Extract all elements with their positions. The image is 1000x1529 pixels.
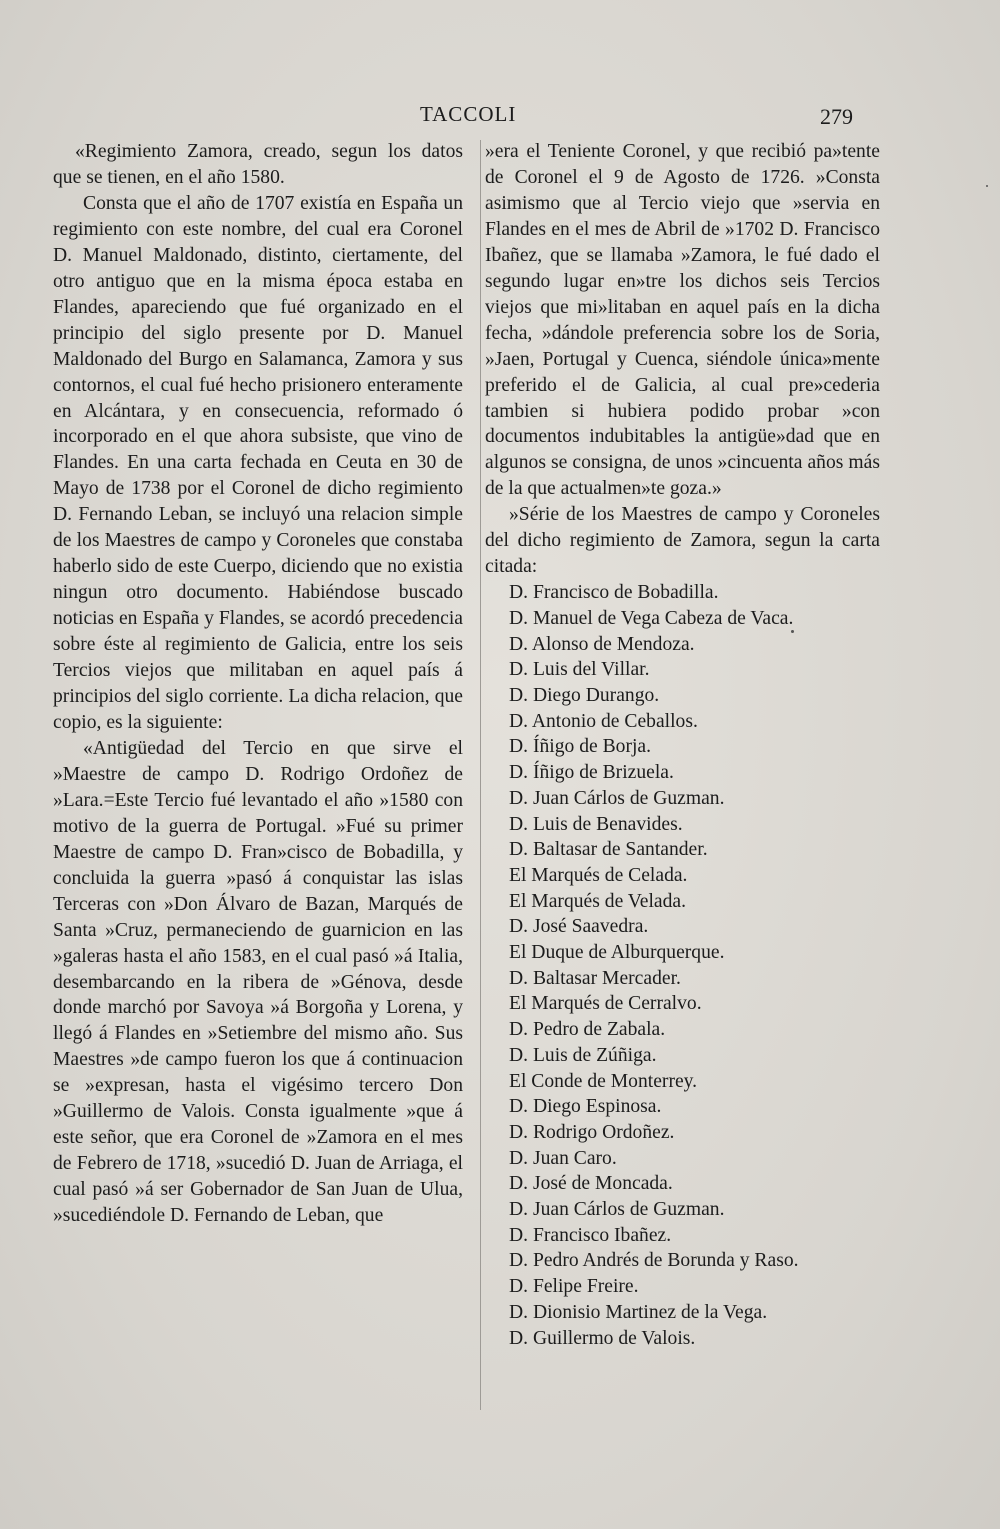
list-item: D. José de Moncada. [509, 1173, 673, 1195]
page-number: 279 [820, 104, 853, 129]
list-item: El Marqués de Velada. [509, 890, 687, 912]
list-item: D. Luis del Villar. [509, 659, 650, 681]
column-divider [480, 140, 481, 1410]
list-item: D. Manuel de Vega Cabeza de Vaca. [509, 607, 794, 629]
list-item: D. Baltasar Mercader. [509, 967, 681, 989]
list-item: D. José Saavedra. [509, 916, 649, 938]
list-item: El Duque de Alburquerque. [509, 942, 725, 964]
list-item: D. Juan Cárlos de Guzman. [509, 787, 725, 809]
list-item: D. Luis de Zúñiga. [509, 1044, 657, 1066]
ink-speck [986, 185, 988, 187]
quote-paragraph: «Antigüedad del Tercio en que sirve el »Maestre de campo D. Rodrigo Ordoñez de »Lara.=Este Tercio fué levantado el año »1580 con motivo de la guerra de Portugal. »Fué su primer Maestre de campo D. Fran»cisco de Bobadilla, y concluida la guerra »pasó á conquistar las islas Terceras con »Don Álvaro de Bazan, Marqués de Santa »Cruz, permaneciendo de guarnicion en las »galeras hasta el año 1583, en el cual pasó »á Italia, desembarcando en la ribera de »Génova, desde donde marchó por Savoya »á Borgoña y Lorena, y llegó á Flandes en »Setiembre del mismo año. Sus Maestres »de campo fueron los que á continuacion se »expresan, hasta el vigésimo tercero Don »Guillermo de Valois. Consta igualmente »que á este señor, que era Coronel de »Zamora en el mes de Febrero de 1718, »sucedió D. Juan de Arriaga, el cual pasó »á ser Gobernador de San Juan de Ulua, »sucediéndole D. Fernando de Leban, que [53, 737, 463, 1227]
list-item: D. Pedro Andrés de Borunda y Raso. [509, 1250, 799, 1272]
list-item: D. Felipe Freire. [509, 1276, 639, 1298]
list-item: D. Juan Caro. [509, 1147, 617, 1169]
list-item: D. Luis de Benavides. [509, 813, 683, 835]
list-item: D. Pedro de Zabala. [509, 1019, 666, 1041]
list-item: D. Diego Durango. [509, 685, 660, 707]
paragraph: »Série de los Maestres de campo y Coroneles del dicho regimiento de Zamora, segun la carta citada: [485, 504, 880, 578]
list-item: D. Íñigo de Brizuela. [509, 762, 674, 784]
list-item: El Marqués de Cerralvo. [509, 993, 702, 1015]
list-item: D. Juan Cárlos de Guzman. [509, 1199, 725, 1221]
list-item: D. Francisco Ibañez. [509, 1224, 672, 1246]
ink-speck [791, 630, 794, 633]
commander-list [485, 580, 880, 1351]
list-item: D. Diego Espinosa. [509, 1096, 662, 1118]
page-header [0, 102, 1000, 132]
paragraph: Consta que el año de 1707 existía en España un regimiento con este nombre, del cual era Coronel D. Manuel Maldonado, distinto, ciertamente, del otro antiguo que en la misma época estaba en Flandes, apareciendo que fué organizado en el principio del siglo presente por D. Manuel Maldonado del Burgo en Salamanca, Zamora y sus contornos, el cual fué hecho prisionero enteramente en Alcántara, y en consecuencia, reformado ó incorporado en el que ahora subsiste, que vino de Flandes. En una carta fechada en Ceuta en 30 de Mayo de 1738 por el Coronel de dicho regimiento D. Fernando Leban, se incluyó una relacion simple de los Maestres de campo y Coroneles que constaba haberlo sido de este Cuerpo, diciendo que no existia ningun otro documento. Habiéndose buscado noticias en España y Flandes, se acordó precedencia sobre éste al regimiento de Galicia, entre los seis Tercios viejos que militaban en aquel país á principios del siglo corriente. La dicha relacion, que copio, es la siguiente: [53, 192, 463, 733]
list-item: D. Guillermo de Valois. [509, 1327, 696, 1349]
list-item: D. Antonio de Ceballos. [509, 710, 698, 732]
list-item: D. Francisco de Bobadilla. [509, 582, 719, 604]
paragraph: «Regimiento Zamora, creado, segun los datos que se tienen, en el año 1580. [53, 141, 463, 188]
quote-paragraph: »era el Teniente Coronel, y que recibió pa»tente de Coronel el 9 de Agosto de 1726. »Consta asimismo que al Tercio viejo que »servia en Flandes en el mes de Abril de »1702 D. Francisco Ibañez, que se llamaba »Zamora, le fué dado el segundo lugar en»tre los dichos seis Tercios viejos que mi»litaban en aquel país en la dicha fecha, »dándole preferencia sobre los de Soria, »Jaen, Portugal y Cuenca, siéndole única»mente preferido el de Galicia, al cual pre»cederia tambien si hubiera podido probar »con documentos indubitables la antigüe»dad que en algunos se consigna, de unos »cincuenta años más de la que actualmen»te goza.» [485, 141, 880, 500]
list-item: El Conde de Monterrey. [509, 1070, 698, 1092]
list-item: D. Alonso de Mendoza. [509, 633, 695, 655]
list-item: D. Íñigo de Borja. [509, 736, 652, 758]
list-item: D. Baltasar de Santander. [509, 839, 708, 861]
left-column [53, 139, 463, 1229]
list-item: D. Dionisio Martinez de la Vega. [509, 1301, 768, 1323]
list-item: El Marqués de Celada. [509, 864, 688, 886]
list-item: D. Rodrigo Ordoñez. [509, 1121, 675, 1143]
right-column [485, 139, 880, 1351]
running-title: TACCOLI [420, 102, 517, 126]
